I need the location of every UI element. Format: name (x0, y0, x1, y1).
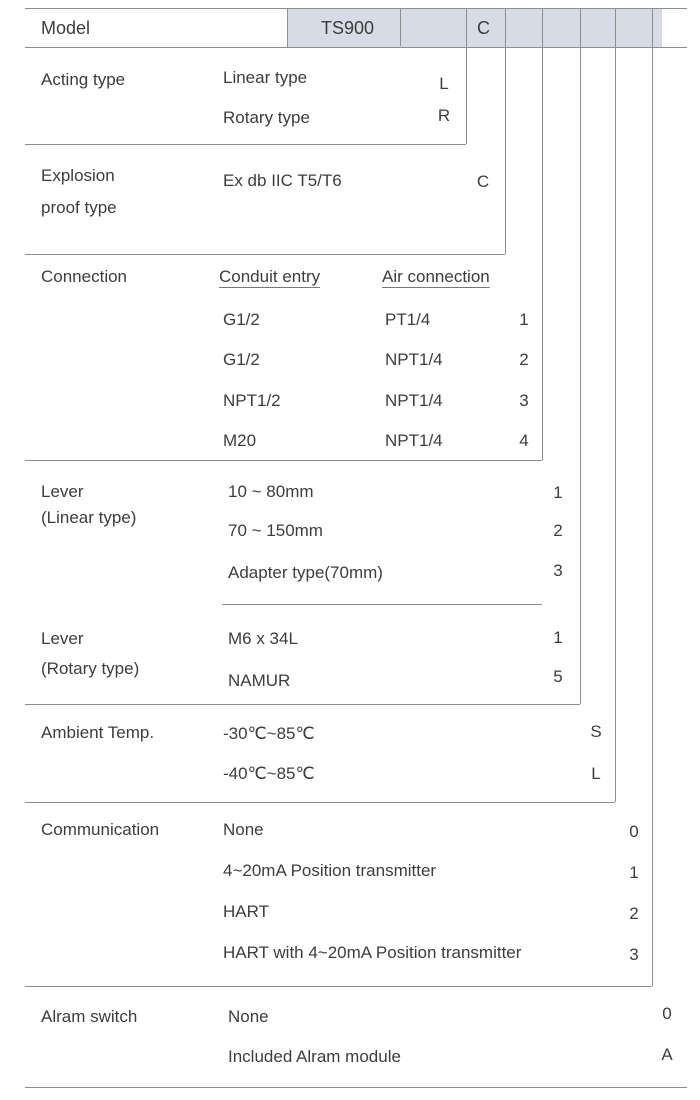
conduit-value: G1/2 (223, 310, 260, 329)
conduit-entry-header: Conduit entry (219, 267, 321, 286)
ambient-code: S (590, 722, 602, 741)
section-divider (25, 144, 466, 145)
explosion-item: Ex db IIC T5/T6 (223, 171, 342, 190)
lever-rotary-item: M6 x 34L (228, 629, 298, 648)
air-value: NPT1/4 (385, 431, 443, 450)
acting-code: R (437, 106, 451, 125)
lever-linear-code: 2 (553, 521, 563, 540)
explosion-label-line2: proof type (41, 198, 117, 217)
alarm-item: None (228, 1007, 269, 1026)
guide-line (542, 46, 543, 460)
guide-line (466, 46, 467, 144)
ambient-label: Ambient Temp. (41, 723, 155, 742)
air-value: NPT1/4 (385, 391, 443, 410)
acting-code: L (439, 74, 449, 93)
lever-linear-item: 70 ~ 150mm (228, 521, 323, 540)
model-value: TS900 (321, 18, 375, 38)
communication-label: Communication (41, 820, 160, 839)
connection-code: 1 (519, 310, 529, 329)
lever-sub-divider (222, 604, 542, 605)
communication-item: 4~20mA Position transmitter (223, 861, 437, 880)
air-connection-header: Air connection (382, 267, 490, 286)
header-divider (580, 8, 581, 46)
alarm-item: Included Alram module (228, 1047, 401, 1066)
lever-rotary-code: 5 (553, 667, 563, 686)
air-value: NPT1/4 (385, 350, 443, 369)
header-divider (615, 8, 616, 46)
lever-linear-item: 10 ~ 80mm (228, 482, 314, 501)
header-divider (542, 8, 543, 46)
guide-line (580, 46, 581, 704)
model-label: Model (41, 18, 91, 38)
connection-code: 4 (519, 431, 529, 450)
alarm-code: A (661, 1045, 673, 1064)
section-divider (25, 802, 615, 803)
conduit-value: NPT1/2 (223, 391, 281, 410)
communication-item: HART (223, 902, 269, 921)
section-divider (25, 1087, 687, 1088)
section-divider (25, 254, 505, 255)
model-header-row (25, 8, 687, 48)
acting-type-label: Acting type (41, 70, 126, 89)
explosion-code: C (476, 172, 490, 191)
conduit-value: M20 (223, 431, 257, 450)
lever-linear-code: 3 (553, 561, 563, 580)
lever-linear-item: Adapter type(70mm) (228, 563, 383, 582)
guide-line (505, 46, 506, 254)
section-divider (25, 986, 652, 987)
explosion-label-line1: Explosion (41, 166, 115, 185)
header-divider (466, 8, 467, 46)
connection-code: 2 (519, 350, 529, 369)
header-divider (400, 8, 401, 46)
lever-rotary-label-line1: Lever (41, 629, 84, 648)
lever-rotary-code: 1 (553, 628, 563, 647)
air-value: PT1/4 (385, 310, 431, 329)
lever-rotary-item: NAMUR (228, 671, 291, 690)
communication-code: 1 (629, 863, 639, 882)
communication-item: None (223, 820, 264, 839)
acting-item: Rotary type (223, 108, 310, 127)
conduit-value: G1/2 (223, 350, 260, 369)
lever-linear-code: 1 (553, 483, 563, 502)
communication-item: HART with 4~20mA Position transmitter (223, 943, 522, 962)
header-divider (505, 8, 506, 46)
alarm-label: Alram switch (41, 1007, 138, 1026)
ambient-item: -30℃~85℃ (223, 724, 315, 743)
ambient-item: -40℃~85℃ (223, 764, 315, 783)
acting-item: Linear type (223, 68, 308, 87)
alarm-code: 0 (662, 1004, 672, 1023)
ambient-code: L (591, 764, 601, 783)
header-code-value: C (477, 18, 490, 38)
lever-rotary-label-line2: (Rotary type) (41, 659, 140, 678)
lever-linear-label-line2: (Linear type) (41, 508, 137, 527)
section-divider (25, 460, 542, 461)
guide-line (615, 46, 616, 802)
communication-code: 3 (629, 945, 639, 964)
communication-code: 0 (629, 822, 639, 841)
communication-code: 2 (629, 904, 639, 923)
connection-code: 3 (519, 391, 529, 410)
lever-linear-label-line1: Lever (41, 482, 84, 501)
guide-line (652, 46, 653, 986)
connection-label: Connection (41, 267, 128, 286)
header-divider (652, 8, 653, 46)
section-divider (25, 704, 580, 705)
